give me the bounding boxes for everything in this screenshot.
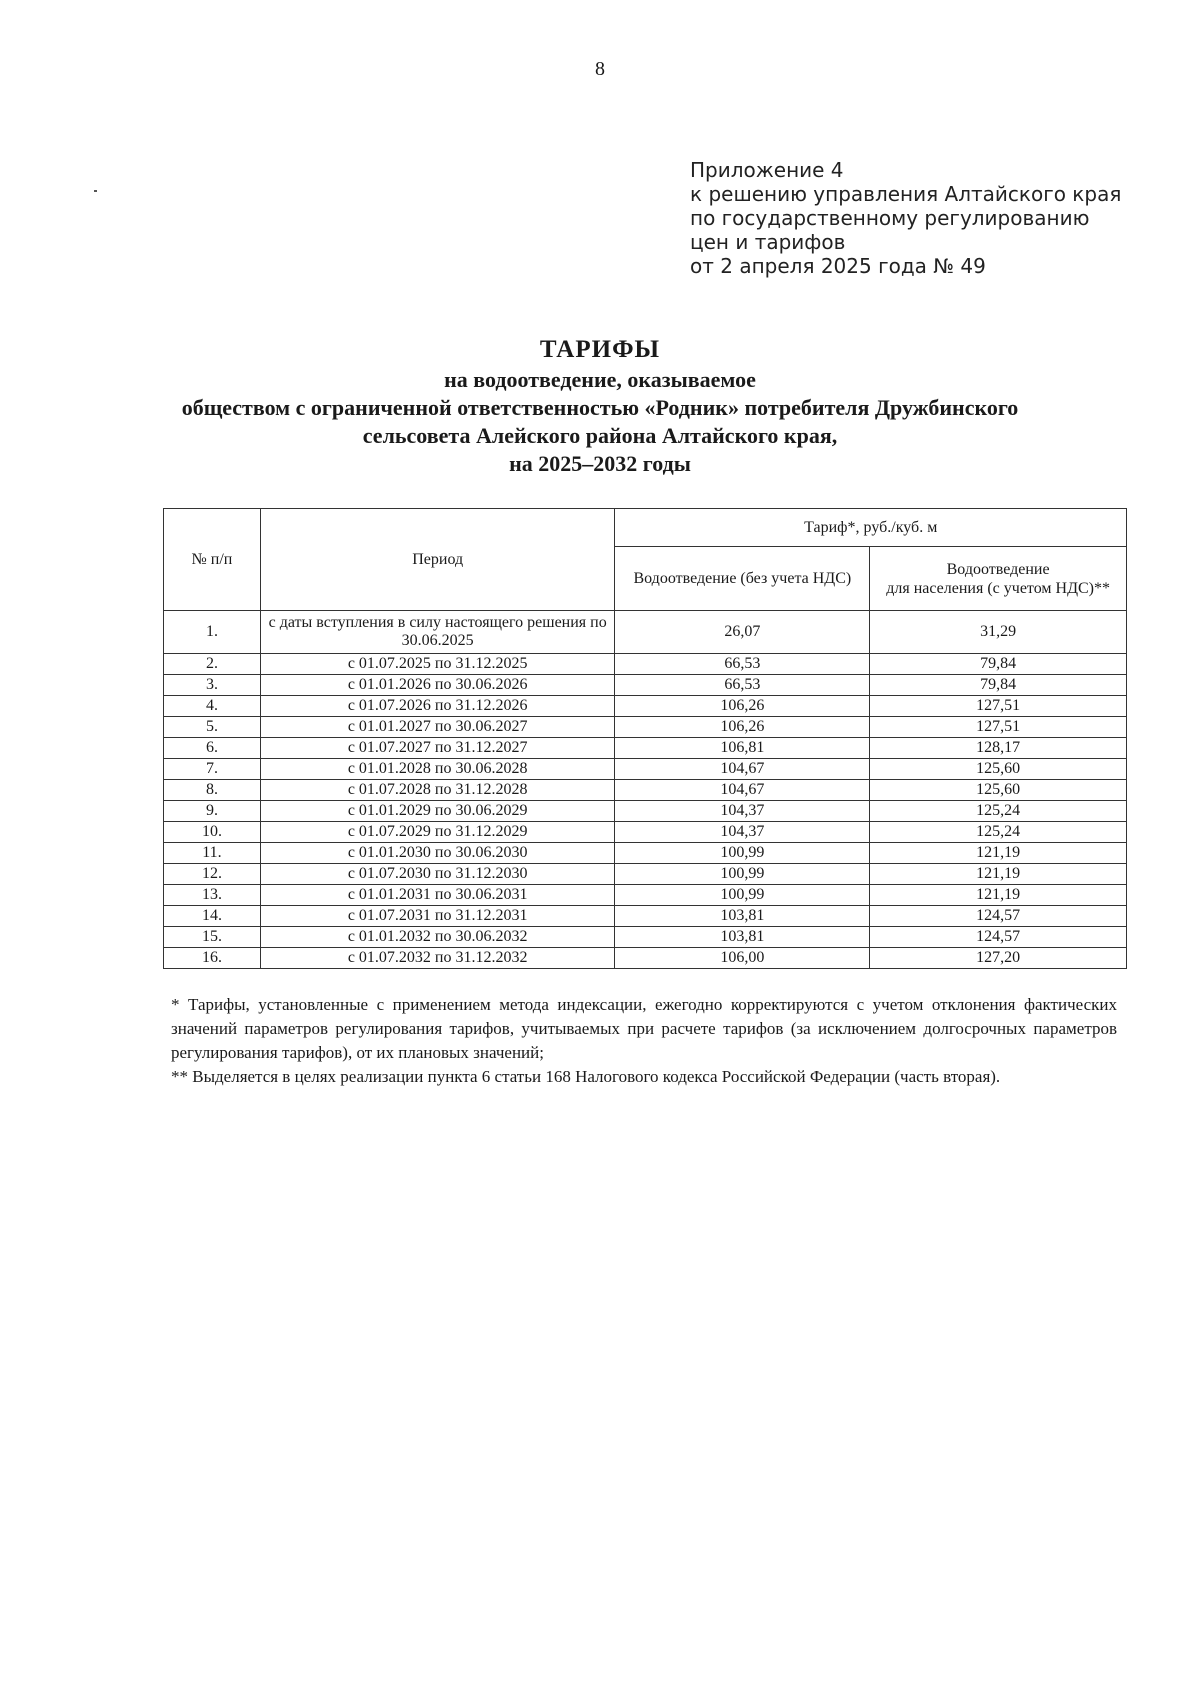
cell-period: с 01.07.2027 по 31.12.2027: [260, 738, 615, 759]
cell-b: 124,57: [870, 927, 1127, 948]
cell-b: 31,29: [870, 611, 1127, 654]
appendix-line: к решению управления Алтайского края: [690, 182, 1122, 206]
document-title: [0, 336, 1200, 478]
cell-num: 4.: [164, 696, 261, 717]
cell-b: 127,20: [870, 948, 1127, 969]
appendix-block: [690, 158, 1121, 278]
cell-a: 100,99: [615, 843, 870, 864]
cell-period: с 01.07.2026 по 31.12.2026: [260, 696, 615, 717]
cell-period: с 01.07.2032 по 31.12.2032: [260, 948, 615, 969]
cell-period: с 01.01.2029 по 30.06.2029: [260, 801, 615, 822]
cell-period: с 01.01.2026 по 30.06.2026: [260, 675, 615, 696]
cell-a: 104,67: [615, 780, 870, 801]
table-row: [164, 696, 1127, 717]
cell-a: 103,81: [615, 927, 870, 948]
cell-a: 104,67: [615, 759, 870, 780]
table-row: [164, 801, 1127, 822]
table-row: [164, 738, 1127, 759]
table-row: [164, 654, 1127, 675]
cell-num: 7.: [164, 759, 261, 780]
cell-period: с 01.07.2029 по 31.12.2029: [260, 822, 615, 843]
header-tariff: Тариф*, руб./куб. м: [615, 509, 1127, 547]
cell-b: 125,60: [870, 780, 1127, 801]
cell-a: 106,26: [615, 696, 870, 717]
table-row: [164, 822, 1127, 843]
cell-num: 6.: [164, 738, 261, 759]
cell-num: 10.: [164, 822, 261, 843]
page-number: 8: [595, 58, 605, 80]
table-row: [164, 948, 1127, 969]
footnote-2: ** Выделяется в целях реализации пункта 6 статьи 168 Налогового кодекса Российской Федерации (часть вторая).: [171, 1067, 1001, 1086]
cell-num: 1.: [164, 611, 261, 654]
header-col-b: [870, 547, 1127, 611]
appendix-line: цен и тарифов: [690, 230, 846, 254]
cell-b: 127,51: [870, 696, 1127, 717]
tariff-table: [163, 508, 1127, 969]
table-row: [164, 759, 1127, 780]
header-period: Период: [260, 509, 615, 611]
cell-a: 106,26: [615, 717, 870, 738]
cell-period: с даты вступления в силу настоящего решения по 30.06.2025: [260, 611, 615, 654]
table-row: [164, 843, 1127, 864]
title-line: на 2025–2032 годы: [509, 451, 691, 476]
cell-period: с 01.07.2028 по 31.12.2028: [260, 780, 615, 801]
cell-num: 5.: [164, 717, 261, 738]
cell-b: 124,57: [870, 906, 1127, 927]
scan-speck: [94, 190, 97, 192]
cell-b: 125,60: [870, 759, 1127, 780]
cell-num: 13.: [164, 885, 261, 906]
appendix-line: Приложение 4: [690, 158, 844, 182]
cell-period: с 01.07.2030 по 31.12.2030: [260, 864, 615, 885]
cell-a: 106,81: [615, 738, 870, 759]
title-line: обществом с ограниченной ответственностью «Родник» потребителя Дружбинского: [181, 395, 1019, 420]
cell-a: 106,00: [615, 948, 870, 969]
title-line: сельсовета Алейского района Алтайского края,: [362, 423, 838, 448]
cell-num: 14.: [164, 906, 261, 927]
table-row: [164, 717, 1127, 738]
cell-b: 121,19: [870, 843, 1127, 864]
cell-a: 104,37: [615, 801, 870, 822]
cell-b: 79,84: [870, 675, 1127, 696]
cell-num: 12.: [164, 864, 261, 885]
footnotes: [171, 993, 1117, 1089]
cell-period: с 01.01.2028 по 30.06.2028: [260, 759, 615, 780]
cell-num: 8.: [164, 780, 261, 801]
title-main: ТАРИФЫ: [539, 336, 661, 363]
cell-a: 26,07: [615, 611, 870, 654]
cell-b: 125,24: [870, 822, 1127, 843]
cell-b: 128,17: [870, 738, 1127, 759]
header-col-b-line1: Водоотведение: [946, 560, 1050, 578]
table-row: [164, 675, 1127, 696]
cell-period: с 01.07.2025 по 31.12.2025: [260, 654, 615, 675]
table-row: [164, 864, 1127, 885]
cell-num: 3.: [164, 675, 261, 696]
cell-a: 103,81: [615, 906, 870, 927]
cell-period: с 01.01.2030 по 30.06.2030: [260, 843, 615, 864]
cell-b: 125,24: [870, 801, 1127, 822]
table-row: [164, 906, 1127, 927]
appendix-line: от 2 апреля 2025 года № 49: [690, 254, 986, 278]
appendix-line: по государственному регулированию: [690, 206, 1090, 230]
table-row: [164, 885, 1127, 906]
cell-period: с 01.01.2031 по 30.06.2031: [260, 885, 615, 906]
footnote-1: * Тарифы, установленные с применением метода индексации, ежегодно корректируются с учетом отклонения фактических значений параметров регулирования тарифов, учитываемых при расчете тарифов (за исключением долгосрочных параметров регулирования тарифов), от их плановых значений;: [171, 995, 1117, 1062]
table-row: [164, 927, 1127, 948]
cell-num: 16.: [164, 948, 261, 969]
title-line: на водоотведение, оказываемое: [444, 367, 756, 392]
cell-b: 79,84: [870, 654, 1127, 675]
cell-a: 104,37: [615, 822, 870, 843]
cell-b: 121,19: [870, 864, 1127, 885]
cell-a: 100,99: [615, 885, 870, 906]
cell-b: 127,51: [870, 717, 1127, 738]
header-col-a: Водоотведение (без учета НДС): [615, 547, 870, 611]
header-num: № п/п: [164, 509, 261, 611]
cell-num: 9.: [164, 801, 261, 822]
cell-a: 66,53: [615, 654, 870, 675]
cell-period: с 01.07.2031 по 31.12.2031: [260, 906, 615, 927]
cell-period: с 01.01.2032 по 30.06.2032: [260, 927, 615, 948]
cell-period: с 01.01.2027 по 30.06.2027: [260, 717, 615, 738]
cell-num: 11.: [164, 843, 261, 864]
table-row: [164, 780, 1127, 801]
header-col-b-line2: для населения (с учетом НДС)**: [886, 579, 1110, 597]
cell-b: 121,19: [870, 885, 1127, 906]
cell-num: 15.: [164, 927, 261, 948]
cell-a: 66,53: [615, 675, 870, 696]
table-row: [164, 611, 1127, 654]
cell-a: 100,99: [615, 864, 870, 885]
cell-num: 2.: [164, 654, 261, 675]
